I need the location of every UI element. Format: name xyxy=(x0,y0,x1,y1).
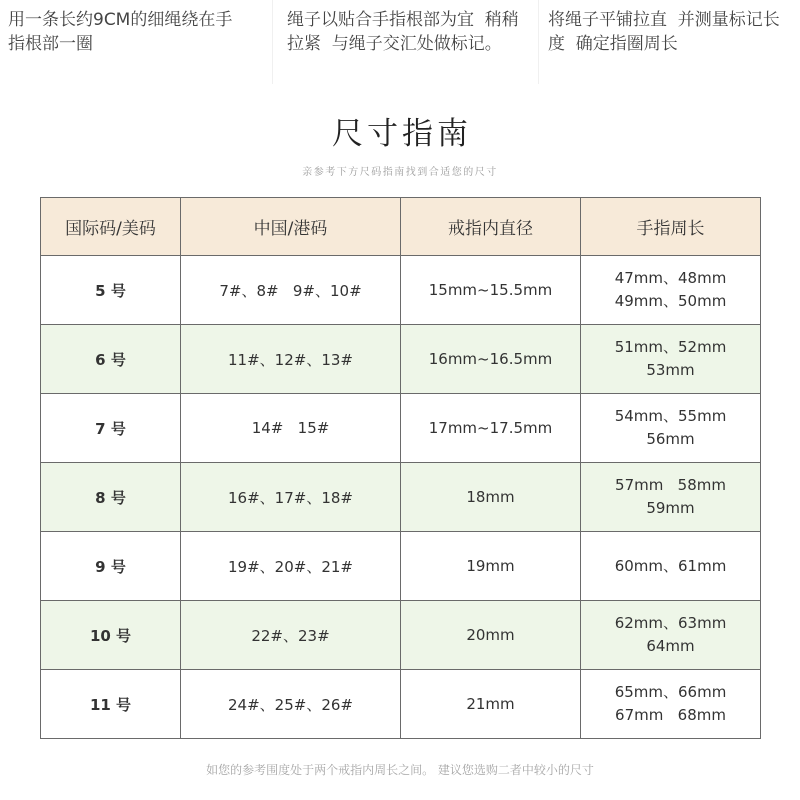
header-row xyxy=(41,198,761,256)
cn-size-cell xyxy=(181,256,401,325)
diameter-cell xyxy=(401,325,581,394)
us-size-cell xyxy=(41,670,181,739)
table-row xyxy=(41,256,761,325)
instruction-line: 度 确定指圈周长 xyxy=(548,34,678,54)
page-subtitle: 亲参考下方尺码指南找到合适您的尺寸 xyxy=(302,167,498,178)
us-size-cell xyxy=(41,394,181,463)
diameter-cell xyxy=(401,670,581,739)
circumference-line: 56mm xyxy=(646,430,695,448)
cn-size-cell xyxy=(181,670,401,739)
circumference-cell xyxy=(581,463,761,532)
cn-size-label: 14# 15# xyxy=(251,419,330,437)
circumference-line: 65mm、66mm xyxy=(614,683,727,701)
circumference-cell xyxy=(581,325,761,394)
circumference-line: 57mm 58mm xyxy=(615,476,726,494)
circumference-line: 60mm、61mm xyxy=(614,556,727,575)
circumference-line: 54mm、55mm xyxy=(614,407,727,425)
page-title: 尺寸指南 xyxy=(332,116,472,152)
circumference-line: 64mm xyxy=(646,637,695,655)
table-row xyxy=(41,601,761,670)
table-row xyxy=(41,325,761,394)
circumference-cell xyxy=(581,256,761,325)
header-diameter: 戒指内直径 xyxy=(401,198,581,256)
diameter-cell xyxy=(401,394,581,463)
cn-size-label: 11#、12#、13# xyxy=(228,350,353,369)
us-size-label: 10 号 xyxy=(89,626,132,645)
instruction-line: 指根部一圈 xyxy=(8,34,93,54)
us-size-label: 7 号 xyxy=(95,419,126,438)
cn-size-label: 7#、8# 9#、10# xyxy=(219,281,362,300)
circumference-line: 49mm、50mm xyxy=(614,292,727,310)
us-size-cell xyxy=(41,256,181,325)
instruction-line: 拉紧 与绳子交汇处做标记。 xyxy=(287,34,502,54)
circumference-cell xyxy=(581,601,761,670)
diameter-cell xyxy=(401,601,581,670)
instruction-step-1 xyxy=(8,8,232,56)
circumference-cell xyxy=(581,670,761,739)
instruction-step-3 xyxy=(548,8,780,56)
header-us-size: 国际码/美码 xyxy=(41,198,181,256)
us-size-cell xyxy=(41,532,181,601)
table-row xyxy=(41,532,761,601)
diameter-label: 21mm xyxy=(466,695,515,713)
diameter-cell xyxy=(401,256,581,325)
table-body xyxy=(41,256,761,739)
cn-size-label: 19#、20#、21# xyxy=(228,557,353,576)
column-divider xyxy=(272,0,273,84)
circumference-line: 53mm xyxy=(646,361,695,379)
diameter-cell xyxy=(401,463,581,532)
us-size-cell xyxy=(41,463,181,532)
us-size-label: 8 号 xyxy=(95,488,126,507)
us-size-cell xyxy=(41,325,181,394)
diameter-label: 15mm~15.5mm xyxy=(428,281,553,299)
circumference-line: 51mm、52mm xyxy=(614,338,727,356)
circumference-line: 67mm 68mm xyxy=(615,706,726,724)
instruction-step-2 xyxy=(287,8,519,56)
cn-size-cell xyxy=(181,325,401,394)
circumference-cell xyxy=(581,532,761,601)
cn-size-cell xyxy=(181,532,401,601)
cn-size-cell xyxy=(181,394,401,463)
us-size-label: 11 号 xyxy=(89,695,132,714)
table-row xyxy=(41,394,761,463)
us-size-label: 9 号 xyxy=(95,557,126,576)
diameter-label: 17mm~17.5mm xyxy=(428,419,553,437)
instruction-line: 绳子以贴合手指根部为宜 稍稍 xyxy=(287,10,519,30)
diameter-label: 18mm xyxy=(466,488,515,506)
us-size-label: 5 号 xyxy=(95,281,126,300)
diameter-label: 19mm xyxy=(466,557,515,575)
cn-size-label: 22#、23# xyxy=(251,626,330,645)
header-cn-size: 中国/港码 xyxy=(181,198,401,256)
diameter-label: 20mm xyxy=(466,626,515,644)
diameter-label: 16mm~16.5mm xyxy=(428,350,553,368)
column-divider xyxy=(538,0,539,84)
circumference-cell xyxy=(581,394,761,463)
table-row xyxy=(41,670,761,739)
us-size-label: 6 号 xyxy=(95,350,126,369)
instruction-line: 将绳子平铺拉直 并测量标记长 xyxy=(548,10,780,30)
cn-size-label: 16#、17#、18# xyxy=(228,488,353,507)
cn-size-cell xyxy=(181,463,401,532)
cn-size-cell xyxy=(181,601,401,670)
us-size-cell xyxy=(41,601,181,670)
footnote: 如您的参考围度处于两个戒指内周长之间。 建议您选购二者中较小的尺寸 xyxy=(206,763,594,777)
table-row xyxy=(41,463,761,532)
circumference-line: 59mm xyxy=(646,499,695,517)
instruction-line: 用一条长约9CM的细绳绕在手 xyxy=(8,10,233,30)
diameter-cell xyxy=(401,532,581,601)
cn-size-label: 24#、25#、26# xyxy=(228,695,353,714)
size-guide-table xyxy=(40,197,761,739)
circumference-line: 62mm、63mm xyxy=(614,614,727,632)
header-circumference: 手指周长 xyxy=(581,198,761,256)
circumference-line: 47mm、48mm xyxy=(614,269,727,287)
table-header xyxy=(41,198,761,256)
